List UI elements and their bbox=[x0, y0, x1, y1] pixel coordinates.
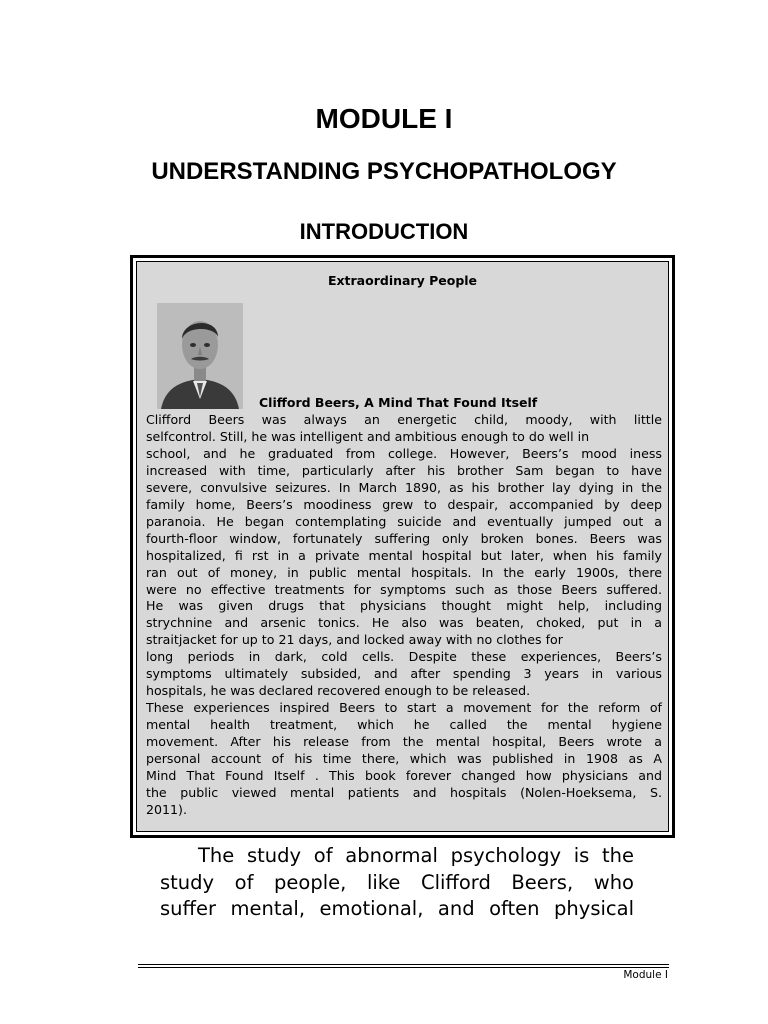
story-line: increased with time, particularly after his brother Sam began to have bbox=[146, 462, 662, 478]
body-paragraph bbox=[160, 843, 634, 923]
story-line: fourth-floor window, fortunately suffering only broken bones. Beers was bbox=[146, 530, 662, 546]
module-title: MODULE I bbox=[315, 103, 453, 134]
story-line: school, and he graduated from college. However, Beers’s mood iness bbox=[146, 445, 662, 461]
body-line: study of people, like Clifford Beers, who bbox=[160, 870, 634, 894]
story-text bbox=[146, 412, 662, 819]
story-line: selfcontrol. Still, he was intelligent and ambitious enough to do well in bbox=[146, 428, 590, 444]
footer-rule-secondary bbox=[138, 967, 669, 968]
story-line: personal account of his time there, which was published in 1908 as A bbox=[146, 751, 662, 767]
story-line: paranoia. He began contemplating suicide and eventually jumped out a bbox=[146, 513, 662, 529]
story-line: He was given drugs that physicians thought might help, including bbox=[146, 598, 662, 614]
story-line: the public viewed mental patients and hospitals (Nolen-Hoeksema, S. bbox=[146, 784, 662, 800]
story-line: hospitals, he was declared recovered enough to be released. bbox=[146, 683, 531, 699]
story-line: hospitalized, fi rst in a private mental hospital but later, when his family bbox=[146, 547, 662, 563]
footer-module-label: Module I bbox=[623, 969, 668, 981]
story-line: Clifford Beers was always an energetic child, moody, with little bbox=[146, 412, 662, 427]
extraordinary-people-box bbox=[130, 255, 675, 838]
story-line: family home, Beers’s moodiness grew to despair, accompanied by deep bbox=[146, 496, 662, 512]
box-inner-panel bbox=[136, 261, 669, 832]
story-line: were no effective treatments for symptoms such as those Beers suffered. bbox=[146, 581, 662, 597]
footer-rule bbox=[138, 964, 669, 965]
story-line: straitjacket for up to 21 days, and locked away with no clothes for bbox=[146, 632, 563, 648]
story-line: long periods in dark, cold cells. Despite these experiences, Beers’s bbox=[146, 649, 662, 665]
box-heading: Extraordinary People bbox=[327, 273, 478, 288]
story-title: Clifford Beers, A Mind That Found Itself bbox=[259, 395, 538, 410]
story-line: severe, convulsive seizures. In March 1890, as his brother lay dying in the bbox=[146, 479, 662, 495]
story-line: symptoms ultimately subsided, and after spending 3 years in various bbox=[146, 666, 662, 682]
story-line: movement. After his release from the mental hospital, Beers wrote a bbox=[146, 734, 662, 750]
story-line: strychnine and arsenic tonics. He also was beaten, choked, put in a bbox=[146, 615, 662, 631]
body-line: suffer mental, emotional, and often physical bbox=[160, 897, 634, 920]
story-line: ran out of money, in public mental hospitals. In the early 1900s, there bbox=[146, 564, 662, 580]
section-title: INTRODUCTION bbox=[299, 219, 469, 244]
module-subtitle: UNDERSTANDING PSYCHOPATHOLOGY bbox=[151, 158, 617, 185]
body-line: The study of abnormal psychology is the bbox=[198, 844, 634, 867]
story-line: mental health treatment, which he called the mental hygiene bbox=[146, 717, 662, 733]
story-line: These experiences inspired Beers to start a movement for the reform of bbox=[146, 700, 662, 716]
clifford-beers-portrait bbox=[157, 303, 243, 409]
story-line: Mind That Found Itself . This book forever changed how physicians and bbox=[146, 768, 662, 784]
story-line: 2011). bbox=[146, 801, 187, 817]
